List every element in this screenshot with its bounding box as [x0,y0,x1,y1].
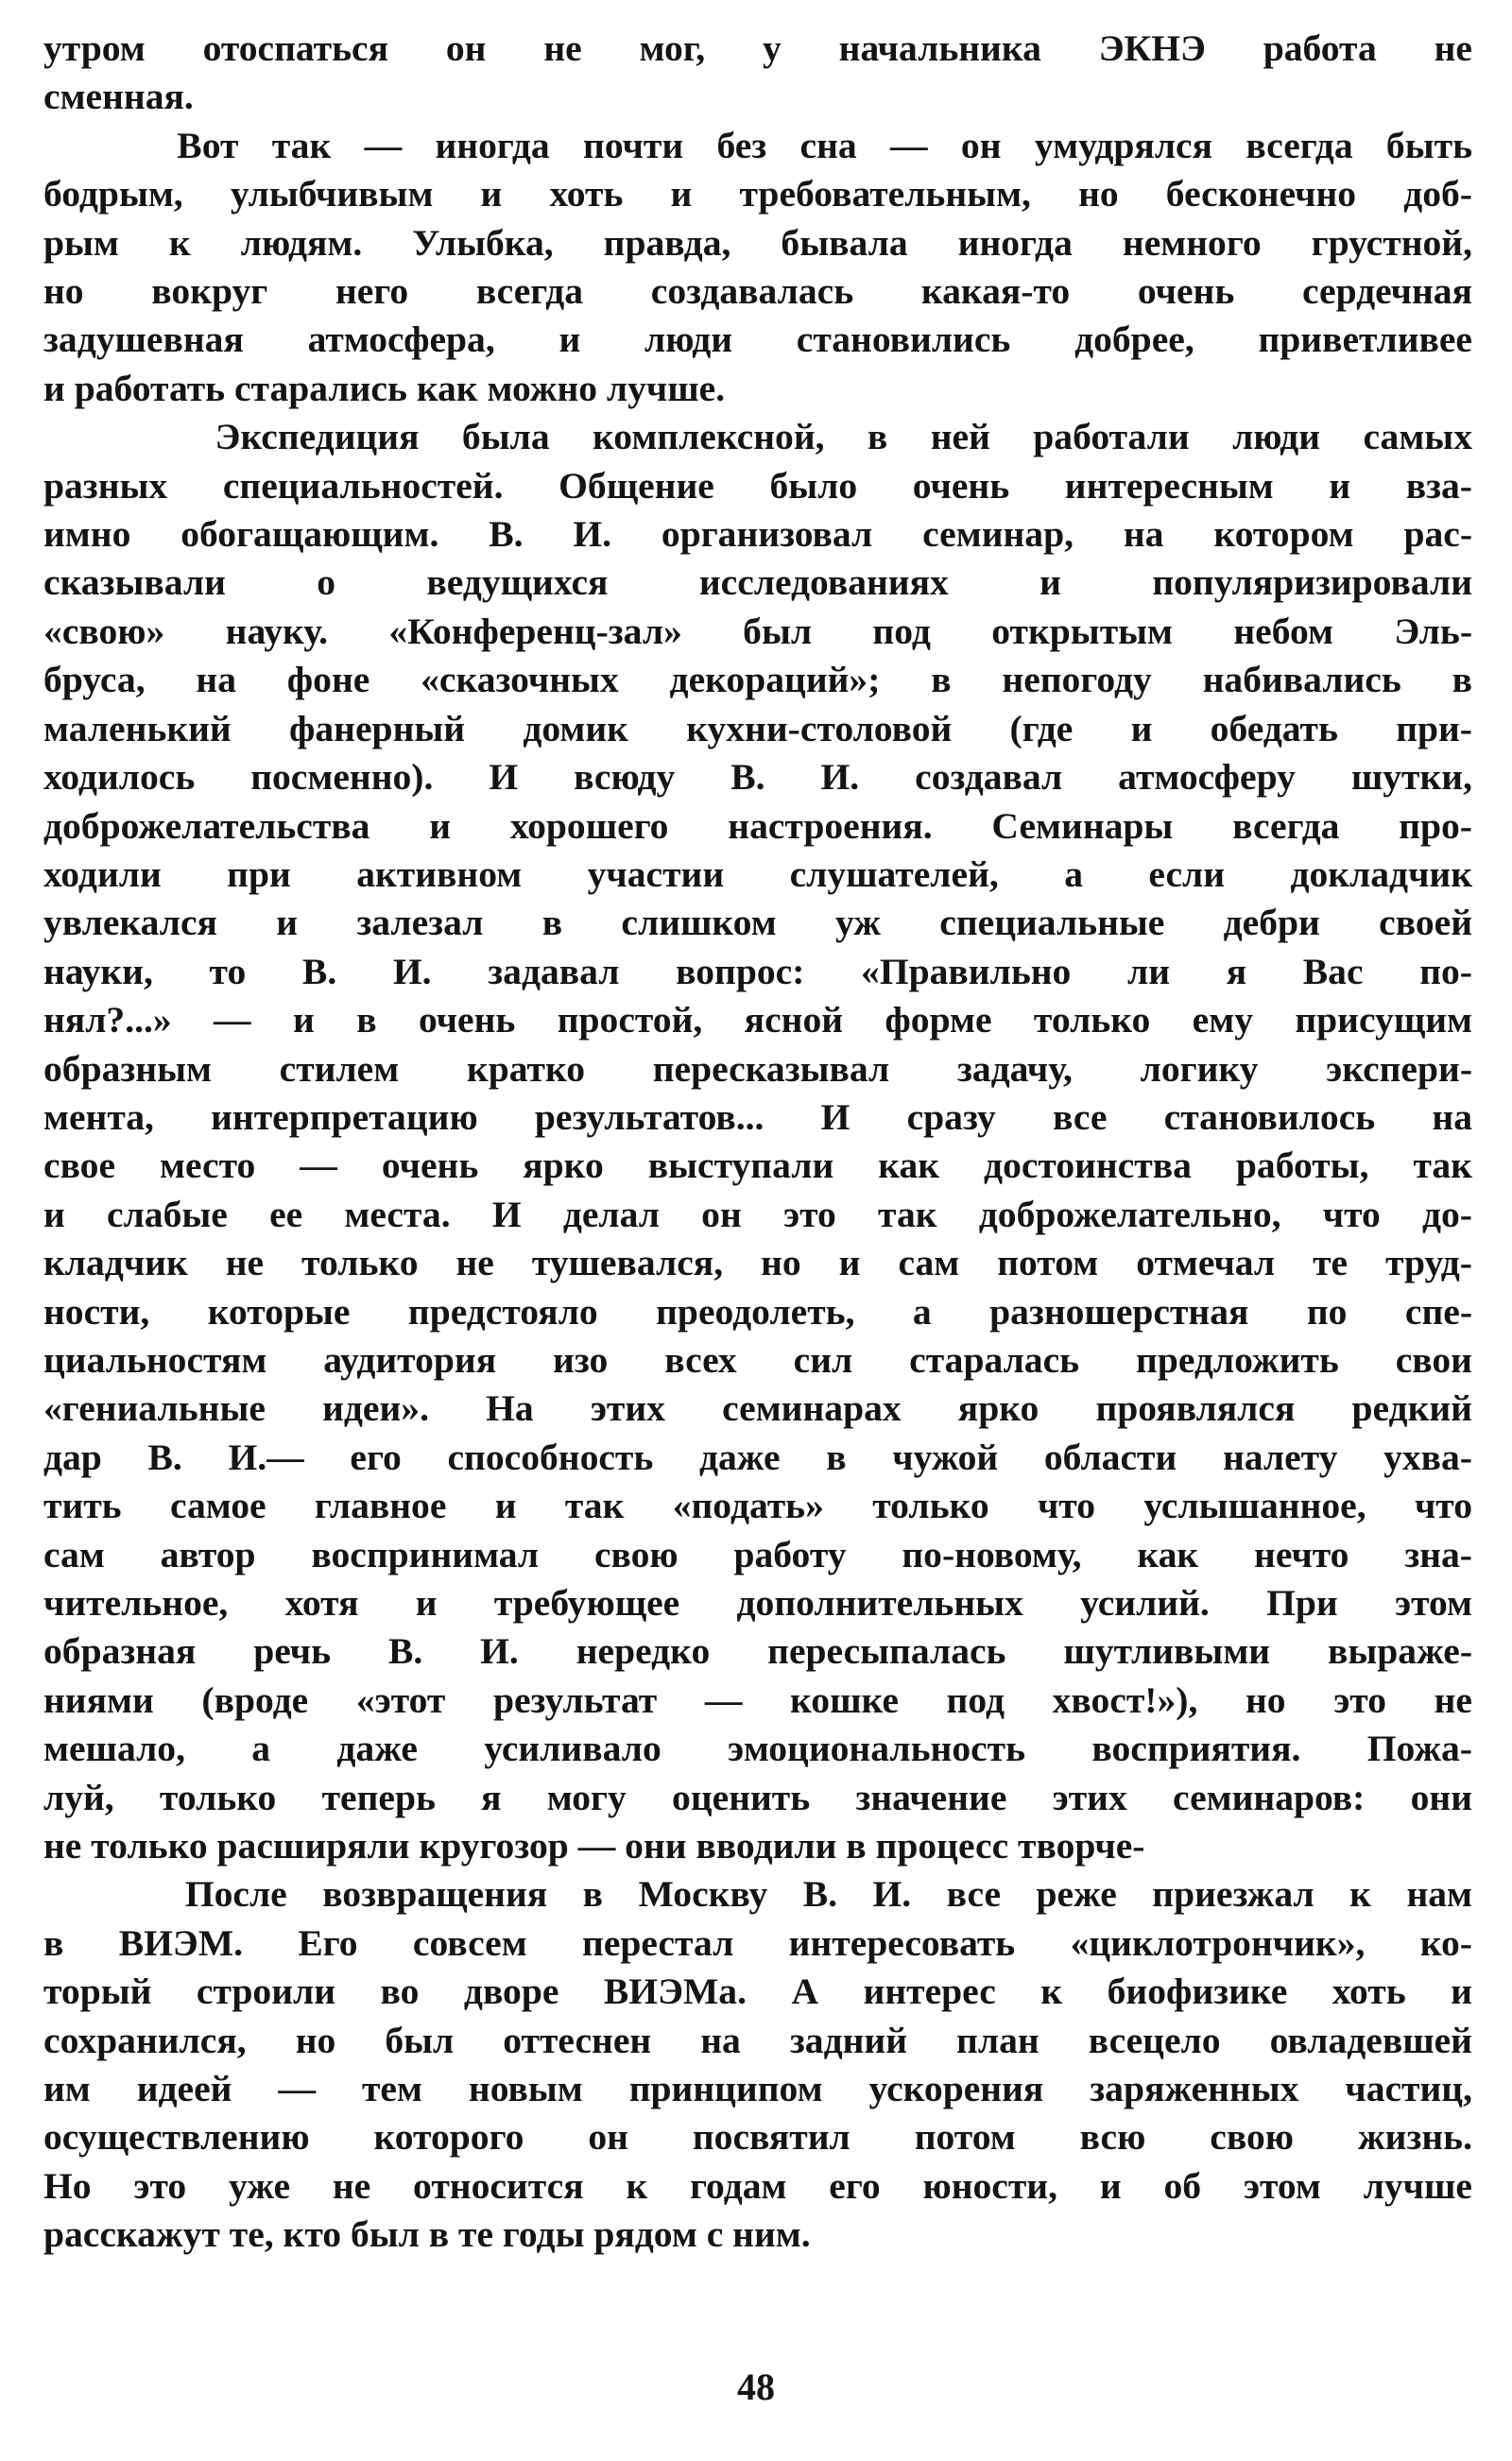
paragraph [43,413,1472,1870]
text-line: После возвращения в Москву В. И. все реже приезжал к нам [43,1873,1472,1916]
paragraph [43,1870,1472,2259]
text-line: «гениальные идеи». На этих семинарах ярко проявлялся редкий [43,1387,1472,1430]
text-line: не только расширяли кругозор — они вводили в процесс творче- [43,1825,1145,1867]
text-line: доброжелательства и хорошего настроения. Семинары всегда про- [43,804,1472,847]
text-line: ходили при активном участии слушателей, а если докладчик [43,852,1472,895]
text-line: им идеей — тем новым принципом ускорения заряженных частиц, [43,2068,1472,2110]
text-line: сохранился, но был оттеснен на задний план всецело овладевшей [43,2019,1472,2061]
text-line: сказывали о ведущихся исследованиях и популяризировали [43,561,1472,604]
text-line: «свою» науку. «Конференц-зал» был под открытым небом Эль- [43,610,1472,652]
text-line: циальностям аудитория изо всех сил старалась предложить свои [43,1338,1472,1381]
text-line: рым к людям. Улыбка, правда, бывала иногда немного грустной, [43,221,1472,264]
text-line: образным стилем кратко пересказывал задачу, логику экспери- [43,1047,1472,1090]
text-line: задушевная атмосфера, и люди становились добрее, приветливее [43,318,1472,361]
text-line: и работать старались как можно лучше. [43,367,726,409]
text-line: но вокруг него всегда создавалась какая-то очень сердечная [43,270,1472,313]
text-line: тить самое главное и так «подать» только что услышанное, что [43,1485,1472,1527]
text-line: Но это уже не относится к годам его юности, и об этом лучше [43,2164,1472,2207]
text-line: ходилось посменно). И всюду В. И. создавал атмосферу шутки, [43,756,1472,799]
text-line: ниями (вроде «этот результат — кошке под хвост!»), но это не [43,1678,1472,1721]
paragraph [43,25,1472,122]
text-line: Вот так — иногда почти без сна — он умудрялся всегда быть [43,124,1472,166]
text-line: торый строили во дворе ВИЭМа. А интерес к биофизике хоть и [43,1971,1472,2013]
paragraph [43,122,1472,413]
text-line: и слабые ее места. И делал он это так доброжелательно, что до- [43,1193,1472,1235]
text-line: науки, то В. И. задавал вопрос: «Правильно ли я Вас по- [43,950,1472,992]
text-line: свое место — очень ярко выступали как достоинства работы, так [43,1144,1472,1187]
text-line: кладчик не только не тушевался, но и сам потом отмечал те труд- [43,1242,1472,1284]
text-line: расскажут те, кто был в те годы рядом с ним. [43,2213,811,2256]
text-line: увлекался и залезал в слишком уж специальные дебри своей [43,902,1472,944]
text-line: в ВИЭМ. Его совсем перестал интересовать «циклотрончик», ко- [43,1921,1472,1964]
text-line: нял?...» — и в очень простой, ясной форме только ему присущим [43,999,1472,1041]
text-line: чительное, хотя и требующее дополнительных усилий. При этом [43,1582,1472,1624]
text-line: осуществлению которого он посвятил потом всю свою жизнь. [43,2116,1472,2159]
page-number: 48 [737,2366,775,2408]
text-line: луй, только теперь я могу оценить значение этих семинаров: они [43,1776,1472,1818]
text-line: разных специальностей. Общение было очень интересным и вза- [43,464,1472,507]
text-line: Экспедиция была комплексной, в ней работали люди самых [43,416,1472,458]
text-line: сменная. [43,76,194,118]
text-line: ности, которые предстояло преодолеть, а разношерстная по спе- [43,1290,1472,1333]
text-line: дар В. И.— его способность даже в чужой области налету ухва- [43,1436,1472,1478]
text-line: бодрым, улыбчивым и хоть и требовательным, но бесконечно доб- [43,173,1472,215]
text-line: мешало, а даже усиливало эмоциональность восприятия. Пожа- [43,1728,1472,1770]
text-line: образная речь В. И. нередко пересыпалась шутливыми выраже- [43,1630,1472,1673]
text-line: сам автор воспринимал свою работу по-новому, как нечто зна- [43,1533,1472,1575]
text-line: утром отоспаться он не мог, у начальника ЭКНЭ работа не [43,27,1472,69]
text-line: имно обогащающим. В. И. организовал семинар, на котором рас- [43,513,1472,556]
text-line: бруса, на фоне «сказочных декораций»; в непогоду набивались в [43,659,1472,701]
text-line: маленький фанерный домик кухни-столовой (где и обедать при- [43,707,1472,749]
page-body [43,25,1472,2260]
text-line: мента, интерпретацию результатов... И сразу все становилось на [43,1095,1472,1138]
